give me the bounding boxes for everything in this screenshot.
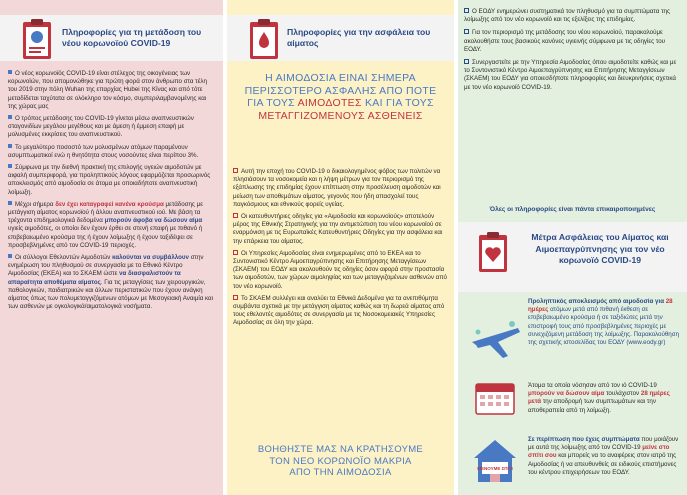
measure-recovered-donors: Άτομα τα οποία νόσησαν από τον ιό COVID-19 μπορούν να δώσουν αίμα τουλάχιστον 28 ημέρες μετά την αποδρομή των συμπτωμάτων και την αποθεραπεία από τη λοίμωξη. [528, 382, 670, 414]
paragraph: Ο ΕΟΔΥ ενημερώνει συστηματικά τον πληθυσμό για τα συμπτώματα της λοίμωξης από τον νέο κορωνοϊό και τις εξελίξεις της επιδημίας. [464, 8, 670, 24]
column-title: Πληροφορίες για τη μετάδοση του νέου κορωνοϊού COVID-19 [62, 27, 202, 48]
footer-slogan: ΒΟΗΘΗΣΤΕ ΜΑΣ ΝΑ ΚΡΑΤΗΣΟΥΜΕ ΤΟΝ ΝΕΟ ΚΟΡΩΝΟΪΟ ΜΑΚΡΙΑ ΑΠΟ ΤΗΝ ΑΙΜΟΔΟΣΙΑ [257, 444, 424, 478]
checkbox-bullet-icon [233, 168, 238, 173]
stay-home-icon [468, 436, 522, 488]
paragraph: Ο νέος κορωνοϊός COVID-19 είναι στέλεχος της οικογένειας των κορωνοϊών, που απομονώθηκε για πρώτη φορά στον άνθρωπο στα τέλη του 2019 στην πόλη Wuhan της επαρχίας Hubei της Κίνας και από τότε μεταδίδεται ταχύτατα σε ολόκληρο τον κόσμο, συμπεριλαμβανομένης και της χώρας μας [8, 70, 207, 110]
update-note: Όλες οι πληροφορίες είναι πάντα επικαιροποιημένες [489, 206, 656, 213]
paragraph: Οι σύλλογοι Εθελοντών Αιμοδοτών καλούνται να συμβάλλουν στην ενημέρωση του πληθυσμού σε συνεργασία με το Εθνικό Κέντρο Αιμοδοσίας (ΕΚΕΑ) και το ΣΚΑΕΜ ώστε να διασφαλιστούν τα απαραίτητα αποθέματα αίματος. Για τις μεταγγίσεις των χειρουργικών, παθολογικών, παιδιατρικών και άλλων περιστατικών που έχουν ανάγκη αίματος όπως των πολυμεταγγιζόμενων ατόμων με Μεσογειακή Αναιμία και των ασθενών με ογκολογικά/αιματολογικά νοσήματα. [8, 254, 213, 311]
section-text [233, 168, 449, 328]
paragraph: Σύμφωνα με την διεθνή πρακτική της επιλογής υγειών αιμοδοτών με αιφαλή συμπεριφορά, για προληπτικούς λόγους εφαρμόζεται προσωρινός αποκλεισμός από αιμοδοσία σε άτομα με οποιαδήποτε αναπνευστική λοίμωξη. [8, 164, 211, 196]
clipboard-blood-icon [247, 17, 281, 61]
paragraph: Μέχρι σήμερα δεν έχει καταγραφεί κανένα κρούσμα μετάδοσης με μετάγγιση αίματος κορωνοϊού ή άλλου αναπνευστικού ιού. Με βάση τα τρέχοντα επιδημιολογικά δεδομένα μπορούν άφοβα να δώσουν αίμα υγιείς αιμοδότες, οι οποίοι δεν έχουν έρθει σε στενή επαφή με πιθανό ή επιβεβαιωμένο κρούσμα της ή έχουν λοίμωξης ή έχουν ταξιδέψει σε προσβεβλημένες από τον COVID-19 περιοχές. [8, 200, 203, 249]
column-transmission [0, 0, 223, 495]
clipboard-icon [20, 17, 54, 61]
section-text [464, 8, 682, 92]
paragraph: Οι κατευθυντήριες οδηγίες για «Αιμοδοσία και κορωνοϊούς» αποτελούν μέρος της Εθνικής Στρατηγικής για την αντιμετώπιση του νέου κορωνοϊού σε εναρμόνιση με τις Ευρωπαϊκές Κατευθυντήριες Οδηγίες για την ασφάλεια και την επάρκεια του αίματος. [233, 213, 443, 245]
column-header [458, 222, 687, 292]
bullet-icon [8, 164, 12, 168]
checkbox-bullet-icon [233, 250, 238, 255]
measure-symptoms: Σε περίπτωση που έχεις συμπτώματα που μοιάζουν με αυτά της λοίμωξης από τον COVID-19 μείνε στο σπίτι σου και μπορείς να το αναφέρεις στον ιατρό της Αιμοδοσίας ή να απευθυνθείς σε ειδικούς επιστήμονες του κέντρου επιχειρήσεων του ΕΟΔΥ. [528, 436, 679, 476]
paragraph: Το μεγαλύτερο ποσοστό των μολυσμένων ατόμων παραμένουν ασυμπτωματικοί ενώ η θνητότητα στους νοσούντες είναι περίπου 3%. [8, 143, 199, 159]
stay-home-sign: ΜΕΝΟΥΜΕ ΣΠΙΤΙ [477, 466, 513, 471]
checkbox-bullet-icon [464, 59, 469, 64]
calendar-icon [468, 378, 522, 418]
paragraph: Αυτή την εποχή του COVID-19 ο δικαιολογημένος φόβος των πολιτών να πλησιάσουν τα νοσοκομεία και η λήψη μέτρων για τον περιορισμό της εξάπλωσης της επιδημίας έχουν επίπτωση στην προσέλευση αιμοδοτών και μείωση των αποθεμάτων αίματος, γεγονός που ήδη απασχολεί τους παγκόσμιους και εθνικούς φορείς υγείας. [233, 168, 441, 208]
checkbox-bullet-icon [464, 29, 469, 34]
checkbox-bullet-icon [233, 295, 238, 300]
checkbox-bullet-icon [233, 213, 238, 218]
column-title: Πληροφορίες για την ασφάλεια του αίματος [287, 27, 431, 48]
paragraph: Οι Υπηρεσίες Αιμοδοσίας είναι ενημερωμένες από το ΕΚΕΑ και το Συντονιστικό Κέντρο Αιμοεπαγρύπνησης και Επιτήρησης Μεταγγίσεων (ΣΚΑΕΜ) του ΕΟΔΥ και ακολουθούν τις οδηγίες όσον αφορά στην προστασία των αιμοδοτών, των χώρων αιμοληψίας και των μεταγγιζομένων ασθενών από τον νέο κορωνοϊό. [233, 249, 447, 290]
checkbox-bullet-icon [464, 8, 469, 13]
bullet-icon [8, 70, 12, 74]
column-header [0, 15, 223, 61]
measure-quarantine: Προληπτικός αποκλεισμός από αιμοδοσία για 28 ημέρες ατόμων μετά από πιθανή έκθεση σε επιβεβαιωμένο κρούσμα ή σε ταξιδιώτες μετά την επιστροφή τους από προσβεβλημένες περιοχές με συνεχιζόμενη μετάδοση της λοίμωξης. Παρακολούθηση της σχετικής ιστοσελίδας του ΕΟΔΥ (www.eody.gr) [528, 298, 680, 347]
column-header [227, 15, 454, 61]
headline-banner: Η ΑΙΜΟΔΟΣΙΑ ΕΙΝΑΙ ΣΗΜΕΡΑ ΠΕΡΙΣΣΟΤΕΡΟ ΑΣΦΑΛΗΣ ΑΠΟ ΠΟΤΕ ΓΙΑ ΤΟΥΣ ΑΙΜΟΔΟΤΕΣ ΚΑΙ ΓΙΑ ΤΟΥΣ ΜΕΤΑΓΓΙΖΟΜΕΝΟΥΣ ΑΣΘΕΝΕΙΣ [244, 72, 437, 122]
clipboard-heart-icon [476, 230, 510, 274]
section-text [8, 70, 214, 311]
bullet-icon [8, 144, 12, 148]
paragraph: Το ΣΚΑΕΜ συλλέγει και αναλύει τα Εθνικά Δεδομένα για τα ανεπιθύμητα συμβάντα σχετικά με την μετάγγιση αίματος καθώς και τη δωρεά αίματος από τους εθελοντές αιμοδότες σε συνεργασία με τις Νοσοκομειακές Υπηρεσίες Αιμοδοσίας σε όλη την χώρα. [233, 294, 445, 327]
column-safety [227, 0, 454, 495]
bullet-icon [8, 115, 12, 119]
paragraph: Ο τρόπος μετάδοσης του COVID-19 γίνεται μέσω αναπνευστικών σταγονιδίων μεγάλου μεγέθους και με άμεση ή έμμεση επαφή με μολυσμένες εκκρίσεις του αναπνευστικού. [8, 115, 194, 139]
airplane-icon [468, 318, 522, 362]
column-measures [458, 0, 687, 495]
bullet-icon [8, 254, 12, 258]
column-title: Μέτρα Ασφάλειας του Αίματος και Αιμοεπαγρύπνησης για τον νέο κορωνοϊό COVID-19 [531, 232, 669, 265]
paragraph: Συνεργαστείτε με την Υπηρεσία Αιμοδοσίας όπου αιμοδοτείτε καθώς και με το Συντονιστικό Κέντρο Αιμοεπαγρύπνησης και Επιτήρησης Μεταγγίσεων (ΣΚΑΕΜ) του ΕΟΔΥ για οποιεσδήποτε πληροφορίες και διευκρινήσεις σχετικά με τον νέο κορωνοϊό COVID-19. [464, 59, 677, 91]
paragraph: Για τον περιορισμό της μετάδοσης του νέου κορωνοϊού, παρακαλούμε ακολουθήστε τους βασικούς κανόνες υγιεινής σύμφωνα με τις οδηγίες του ΕΟΔΥ. [464, 29, 666, 53]
bullet-icon [8, 201, 12, 205]
